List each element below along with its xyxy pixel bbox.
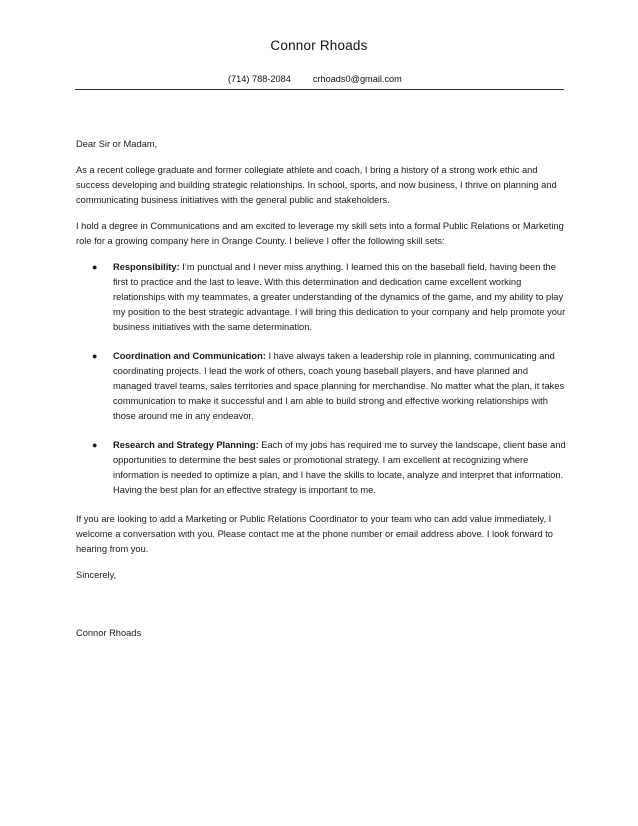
skill-text: I have always taken a leadership role in planning, communicating and coordinating projects. I lead the work of others, coach young baseball players, and have planned and managed travel teams, sales territories and space planning for merchandise. No matter what the plan, it takes communication to make it successful and I am able to build strong and effective working relationships with those around me in any endeavor. bbox=[113, 351, 565, 421]
header-divider bbox=[75, 89, 564, 90]
sender-name: Connor Rhoads bbox=[270, 38, 368, 53]
bullet-icon: ● bbox=[92, 262, 98, 272]
skill-title: Research and Strategy Planning: bbox=[113, 440, 259, 450]
skill-item bbox=[76, 438, 566, 498]
skill-title: Coordination and Communication: bbox=[113, 351, 266, 361]
sign-off: Sincerely, bbox=[76, 570, 117, 580]
intro-paragraph: As a recent college graduate and former collegiate athlete and coach, I bring a history of a strong work ethic and success developing and building strategic relationships. In school, sports, and now business, I thrive on planning and communicating business initiatives with the general public and stakeholders. bbox=[76, 165, 557, 205]
signature-space bbox=[76, 594, 566, 626]
skill-text: Each of my jobs has required me to survey the landscape, client base and opportunities to determine the best sales or promotional strategy. I am excellent at recognizing where information is needed to optimize a plan, and I have the skills to locate, analyze and interpret that information. Having the best plan for an effective strategy is important to me. bbox=[113, 440, 566, 495]
sender-phone: (714) 788-2084 bbox=[228, 74, 291, 84]
bullet-icon: ● bbox=[92, 351, 98, 361]
salutation: Dear Sir or Madam, bbox=[76, 139, 158, 149]
skill-item bbox=[76, 349, 566, 424]
letter-body bbox=[76, 137, 566, 652]
bullet-icon: ● bbox=[92, 440, 98, 450]
degree-paragraph: I hold a degree in Communications and am excited to leverage my skill sets into a formal Public Relations or Marketing role for a growing company here in Orange County. I believe I offer the following skill sets: bbox=[76, 221, 564, 246]
skill-text: I’m punctual and I never miss anything. I learned this on the baseball field, having been the first to practice and the last to leave. With this determination and dedication came excellent working relationships with my teammates, a greater understanding of the dynamics of the game, and my ability to play my position to the best strategic advantage. I will bring this dedication to your company and help promote your business initiatives with the same determination. bbox=[113, 262, 566, 332]
sender-email: crhoads0@gmail.com bbox=[312, 74, 402, 84]
signature-name: Connor Rhoads bbox=[76, 628, 142, 638]
skill-item bbox=[76, 260, 566, 335]
closing-paragraph: If you are looking to add a Marketing or Public Relations Coordinator to your team who can add value immediately, I welcome a conversation with you. Please contact me at the phone number or email address above. I look forward to hearing from you. bbox=[76, 514, 553, 554]
skills-list bbox=[76, 260, 566, 498]
contact-line bbox=[228, 74, 402, 84]
skill-title: Responsibility: bbox=[113, 262, 180, 272]
